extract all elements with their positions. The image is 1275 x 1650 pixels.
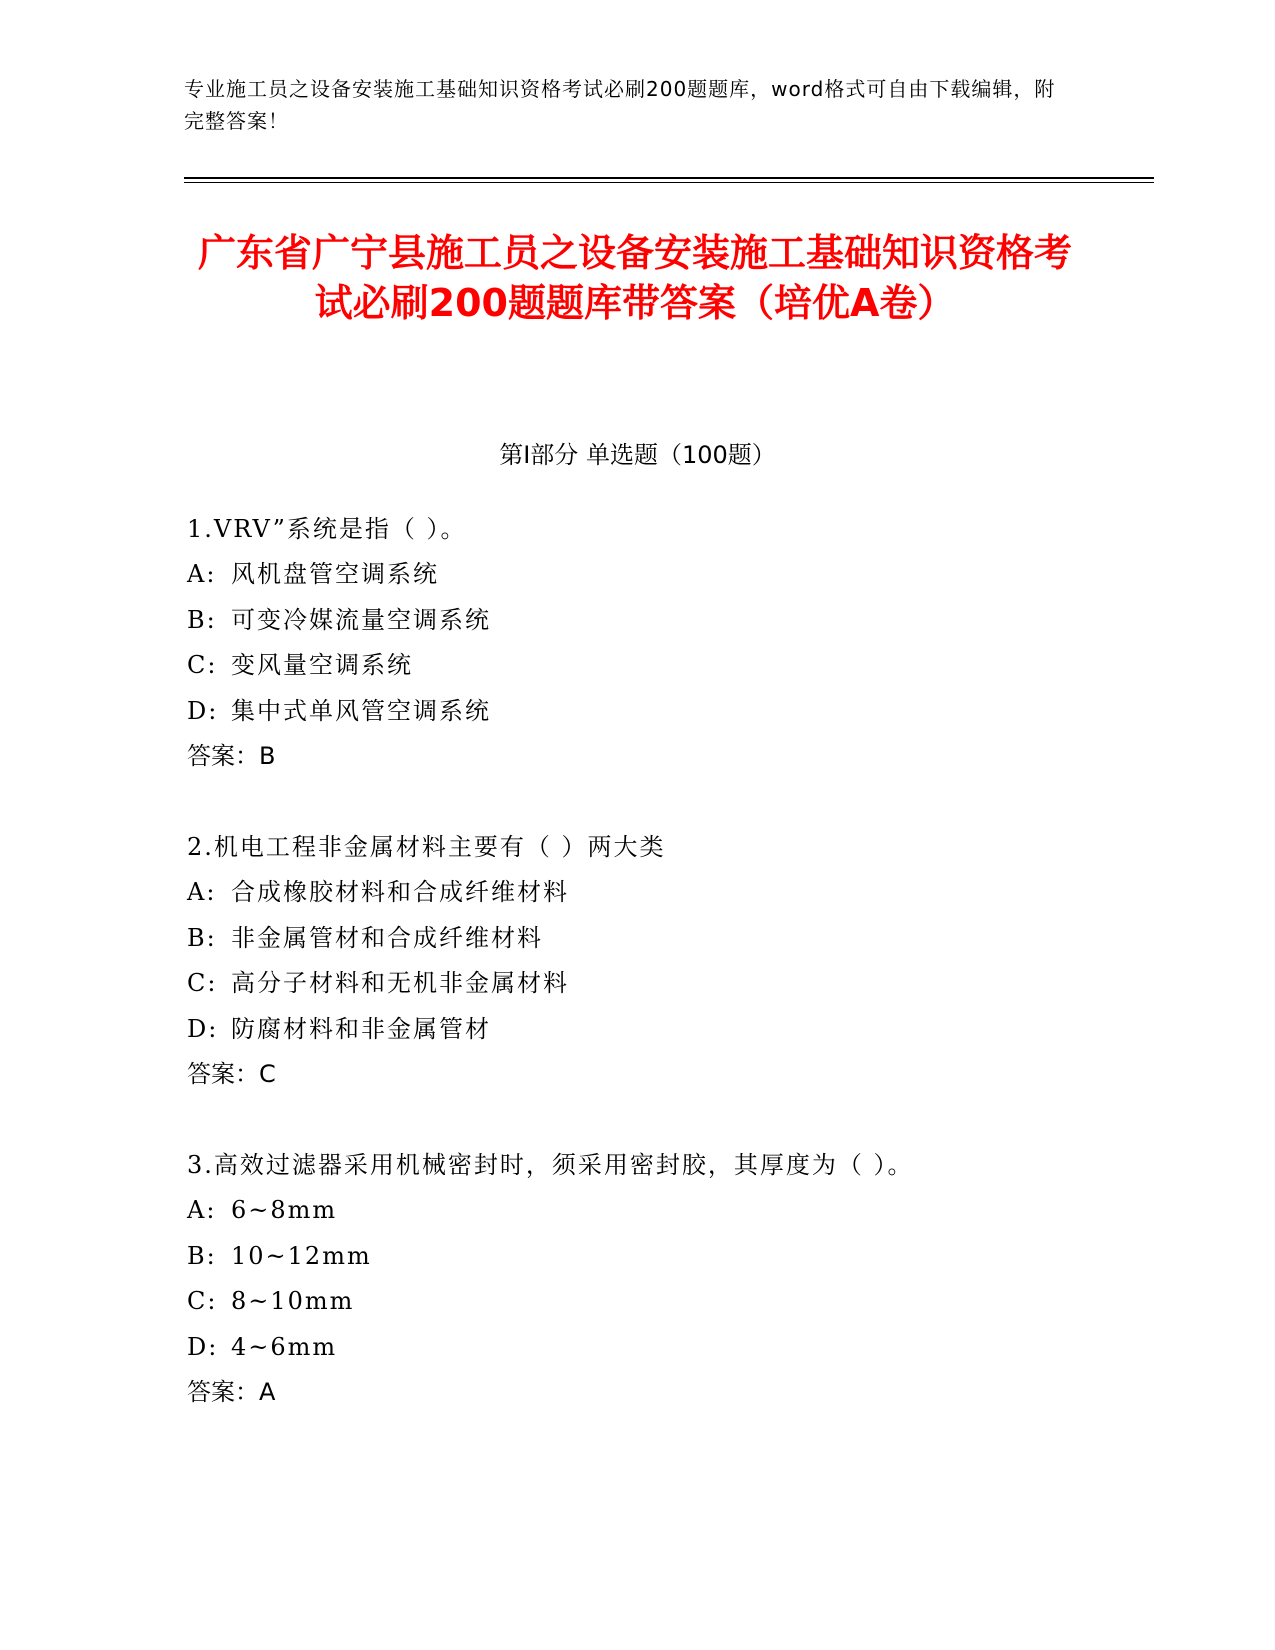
option-text: 非金属管材和合成纤维材料 xyxy=(231,923,543,952)
option-d xyxy=(187,1325,1087,1370)
answer-line xyxy=(187,734,1087,779)
option-b xyxy=(187,916,1087,961)
option-text: 防腐材料和非金属管材 xyxy=(231,1014,491,1043)
question-block xyxy=(187,825,1087,1097)
question-stem: 3.高效过滤器采用机械密封时，须采用密封胶，其厚度为（ ）。 xyxy=(187,1151,914,1179)
header-divider-thin xyxy=(184,182,1154,183)
option-letter: D: xyxy=(187,696,219,725)
question-stem: 1.VRV”系统是指（ ）。 xyxy=(187,515,467,543)
option-letter: B: xyxy=(187,605,217,634)
answer-value: A xyxy=(259,1377,276,1406)
option-letter: B: xyxy=(187,923,217,952)
option-letter: C: xyxy=(187,969,218,998)
option-letter: D: xyxy=(187,1014,219,1043)
option-text: 4~6mm xyxy=(231,1332,338,1361)
question-block xyxy=(187,1143,1087,1415)
option-letter: A: xyxy=(187,878,217,907)
document-title: 广东省广宁县施工员之设备安装施工基础知识资格考试必刷200题题库带答案（培优A卷） xyxy=(197,231,1072,325)
option-c xyxy=(187,1279,1087,1324)
option-text: 8~10mm xyxy=(231,1287,355,1316)
header-note: 专业施工员之设备安装施工基础知识资格考试必刷200题题库，word格式可自由下载编辑，附完整答案！ xyxy=(184,77,1056,133)
option-d xyxy=(187,1007,1087,1052)
option-text: 风机盘管空调系统 xyxy=(231,560,439,589)
option-text: 可变冷媒流量空调系统 xyxy=(231,605,491,634)
answer-value: C xyxy=(259,1059,276,1088)
option-text: 合成橡胶材料和合成纤维材料 xyxy=(231,878,569,907)
section-heading: 第Ⅰ部分 单选题（100题） xyxy=(499,441,776,469)
option-letter: D: xyxy=(187,1332,219,1361)
option-text: 集中式单风管空调系统 xyxy=(231,696,491,725)
answer-label: 答案： xyxy=(187,741,259,770)
answer-line xyxy=(187,1370,1087,1415)
option-letter: A: xyxy=(187,560,217,589)
option-c xyxy=(187,961,1087,1006)
option-a xyxy=(187,870,1087,915)
option-a xyxy=(187,552,1087,597)
header-divider-thick xyxy=(184,177,1154,179)
question-block xyxy=(187,507,1087,779)
answer-line xyxy=(187,1052,1087,1097)
option-letter: A: xyxy=(187,1196,217,1225)
question-stem: 2.机电工程非金属材料主要有（ ）两大类 xyxy=(187,833,666,861)
option-text: 10~12mm xyxy=(231,1241,372,1270)
option-text: 高分子材料和无机非金属材料 xyxy=(231,969,569,998)
option-b xyxy=(187,598,1087,643)
option-letter: C: xyxy=(187,1287,218,1316)
answer-label: 答案： xyxy=(187,1059,259,1088)
answer-value: B xyxy=(259,741,276,770)
option-letter: B: xyxy=(187,1241,217,1270)
option-text: 6~8mm xyxy=(231,1196,338,1225)
option-a xyxy=(187,1188,1087,1233)
answer-label: 答案： xyxy=(187,1377,259,1406)
option-letter: C: xyxy=(187,651,218,680)
option-c xyxy=(187,643,1087,688)
option-d xyxy=(187,689,1087,734)
option-b xyxy=(187,1234,1087,1279)
option-text: 变风量空调系统 xyxy=(231,651,413,680)
